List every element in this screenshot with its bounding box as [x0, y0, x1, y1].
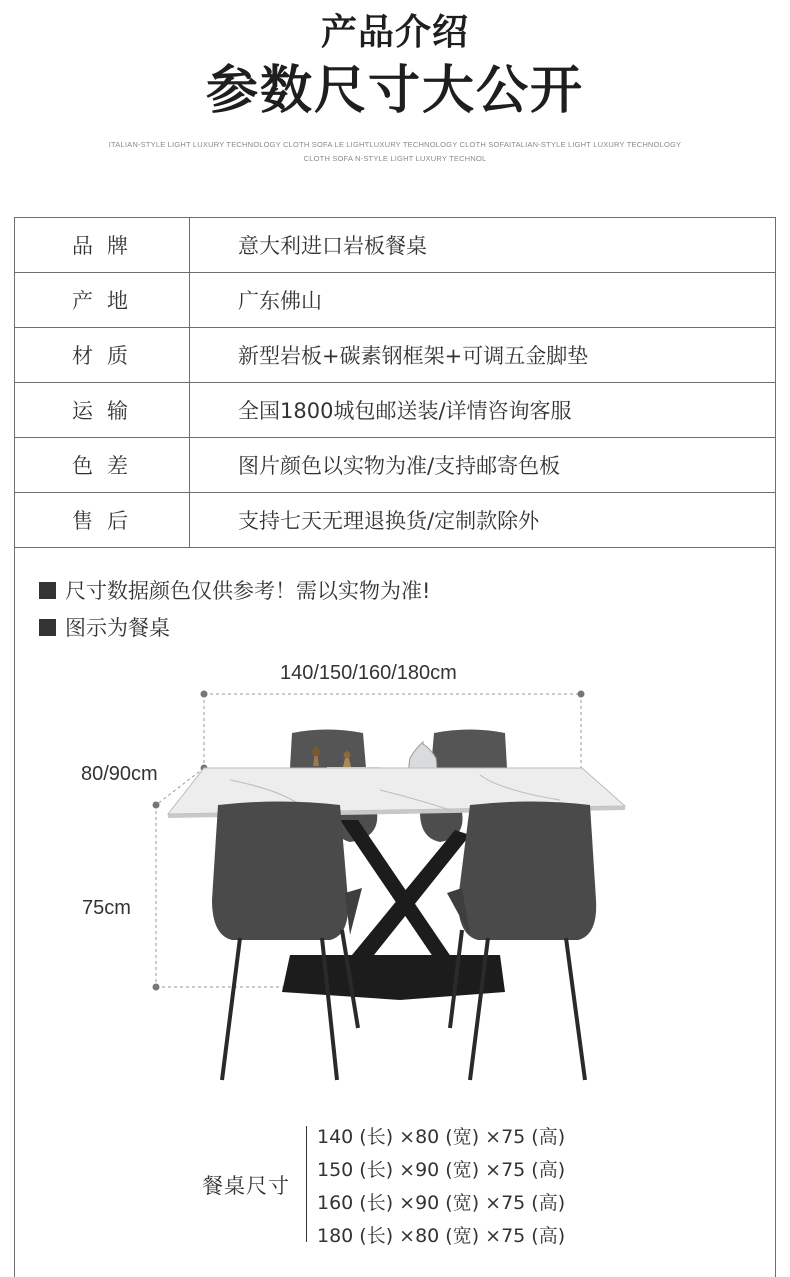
spec-value: 全国1800城包邮送装/详情咨询客服: [190, 383, 776, 438]
size-item: 150 (长) ×90 (宽) ×75 (高): [317, 1159, 566, 1181]
front-chair-left: [212, 802, 362, 1081]
spec-row: [15, 493, 776, 548]
spec-key: 售后: [15, 493, 190, 548]
spec-table: [14, 217, 776, 548]
spec-key: 材质: [15, 328, 190, 383]
page-subtitle: 参数尺寸大公开: [205, 61, 584, 121]
spec-value: 图片颜色以实物为准/支持邮寄色板: [190, 438, 776, 493]
dimension-depth-label: 80/90cm: [81, 763, 158, 785]
tagline: ITALIAN-STYLE LIGHT LUXURY TECHNOLOGY CLOTH SOFA LE LIGHTLUXURY TECHNOLOGY CLOTH SOFAITALIAN-STYLE LIGHT LUXURY TECHNOLOGY CLOTH SOFA N-STYLE LIGHT LUXURY TECHNOL: [108, 140, 682, 163]
note-illustration: [39, 612, 170, 642]
note-text: 图示为餐桌: [65, 616, 170, 640]
page-title: 产品介绍: [320, 12, 469, 53]
dining-table-illustration: [140, 680, 640, 1090]
spec-row: [15, 273, 776, 328]
size-item: 180 (长) ×80 (宽) ×75 (高): [317, 1225, 566, 1247]
sizes-divider: [306, 1126, 307, 1242]
note-disclaimer: [39, 575, 430, 605]
sizes-list: [317, 1121, 565, 1253]
spec-row: [15, 438, 776, 493]
square-bullet-icon: [39, 619, 56, 636]
dimension-height-label: 75cm: [82, 897, 131, 919]
spec-value: 支持七天无理退换货/定制款除外: [190, 493, 776, 548]
spec-value: 广东佛山: [190, 273, 776, 328]
dimension-width-label: 140/150/160/180cm: [280, 662, 457, 684]
spec-key: 品牌: [15, 218, 190, 273]
spec-key: 色差: [15, 438, 190, 493]
front-chair-right: [447, 802, 596, 1081]
spec-row: [15, 218, 776, 273]
size-item: 160 (长) ×90 (宽) ×75 (高): [317, 1192, 566, 1214]
spec-key: 产地: [15, 273, 190, 328]
spec-row: [15, 328, 776, 383]
note-text: 尺寸数据颜色仅供参考！需以实物为准!: [65, 579, 431, 603]
spec-key: 运输: [15, 383, 190, 438]
square-bullet-icon: [39, 582, 56, 599]
sizes-label: 餐桌尺寸: [202, 1174, 290, 1198]
size-item: 140 (长) ×80 (宽) ×75 (高): [317, 1126, 566, 1148]
spec-value: 新型岩板+碳素钢框架+可调五金脚垫: [190, 328, 776, 383]
spec-value: 意大利进口岩板餐桌: [190, 218, 776, 273]
spec-row: [15, 383, 776, 438]
